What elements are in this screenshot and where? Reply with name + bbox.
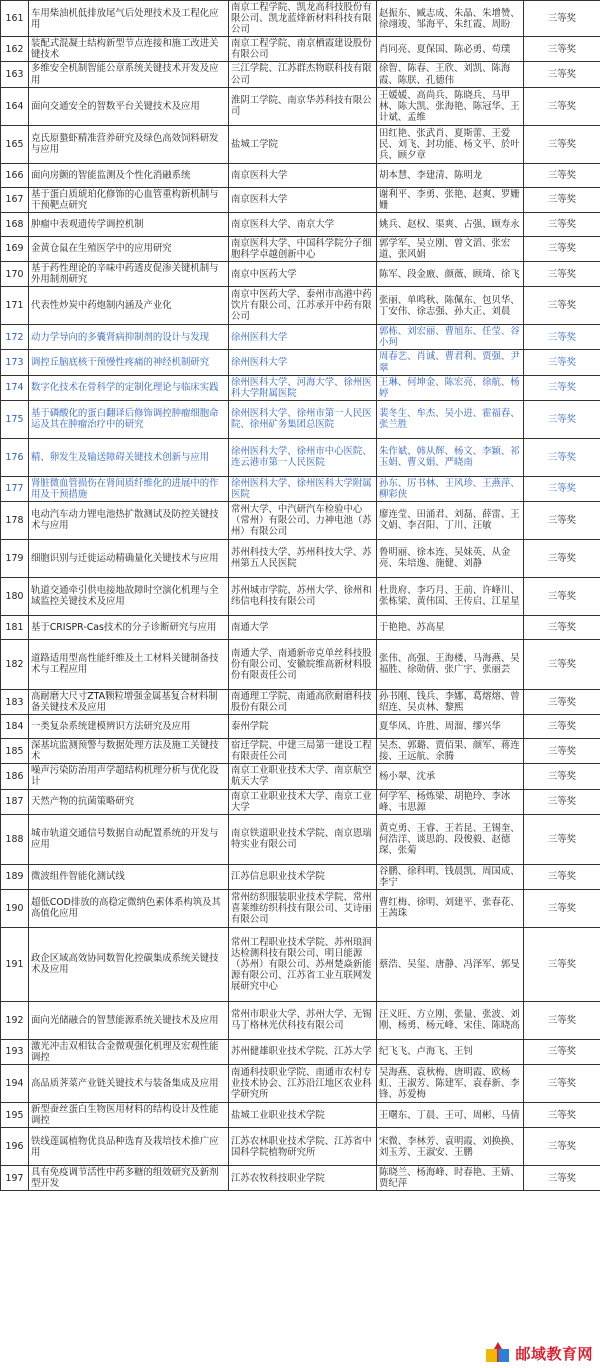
table-row [1,889,600,927]
row-number: 171 [1,287,29,325]
project-name: 调控丘脑底核干预慢性疼痛的神经机制研究 [29,350,229,375]
row-number: 185 [1,739,29,764]
completing-people: 徐智、陈春、王欣、刘凯、陈海霞、陈朕、孔德伟 [377,62,524,87]
award-level: 三等奖 [524,739,600,764]
project-name: 道路适用型高性能纤维及土工材料关键制备技术与工程应用 [29,639,229,689]
table-row [1,577,600,615]
completing-units: 南通科技职业学院、南通市农村专业技术协会、江苏沿江地区农业科学研究所 [229,1065,377,1103]
row-number: 180 [1,577,29,615]
completing-units: 江苏农林职业技术学院、江苏省中国科学院植物研究所 [229,1128,377,1166]
completing-units: 苏州城市学院、苏州大学、徐州和纬信电科技有限公司 [229,577,377,615]
completing-people: 裴冬生、牟杰、吴小进、霍福春、张兰胜 [377,400,524,438]
award-level: 三等奖 [524,814,600,864]
table-row [1,764,600,789]
completing-people: 吴杰、郭璐、贾佰果、颜军、蒋连接、王远航、余腾 [377,739,524,764]
completing-people: 杜贵府、李巧月、王前、许峰川、张栋梁、黄伟国、王传启、江星星 [377,577,524,615]
project-name: 细胞识别与迁徙运动精确量化关键技术与应用 [29,539,229,577]
project-name: 政企区域高效协同数智化控碳集成系统关键技术及应用 [29,927,229,1001]
project-name: 克氏原螯虾精准营养研究及绿色高效饲料研发与应用 [29,125,229,163]
table-row [1,789,600,814]
award-level: 三等奖 [524,287,600,325]
award-level: 三等奖 [524,400,600,438]
completing-units: 徐州医科大学 [229,350,377,375]
row-number: 183 [1,689,29,714]
row-number: 170 [1,262,29,287]
completing-units: 南京工业职业技术大学、南京工业大学 [229,789,377,814]
table-row [1,539,600,577]
completing-people: 郭栋、刘宏丽、曹旭东、任莹、谷小珂 [377,325,524,350]
award-level: 三等奖 [524,689,600,714]
project-name: 电动汽车动力锂电池热扩散测试及防控关键技术与应用 [29,501,229,539]
completing-units: 南京工业职业技术大学、南京航空航天大学 [229,764,377,789]
award-level: 三等奖 [524,889,600,927]
project-name: 微波组件智能化测试线 [29,864,229,889]
completing-people: 宋微、李林芳、袁明霞、刘换换、刘玉芳、王淑安、王鹏 [377,1128,524,1166]
completing-people: 王曙东、丁晨、王可、周彬、马倩 [377,1103,524,1128]
award-level: 三等奖 [524,1065,600,1103]
award-level: 三等奖 [524,438,600,476]
award-level: 三等奖 [524,163,600,187]
table-row [1,615,600,639]
award-level: 三等奖 [524,262,600,287]
project-name: 新型蚕丝蛋白生物医用材料的结构设计及性能调控 [29,1103,229,1128]
project-name: 基于蛋白质琥珀化修饰的心血管重构新机制与干预靶点研究 [29,187,229,212]
table-row [1,350,600,375]
completing-units: 江苏农牧科技职业学院 [229,1166,377,1191]
book-logo-icon [483,1341,513,1365]
table-row [1,814,600,864]
award-level: 三等奖 [524,927,600,1001]
completing-units: 常州工程职业技术学院、苏州琅润达检测科技有限公司、明日能源（苏州）有限公司、苏州楚焱新能源有限公司、江苏省工业互联网发展研究中心 [229,927,377,1001]
completing-units: 宿迁学院、中建三局第一建设工程有限责任公司 [229,739,377,764]
completing-units: 南京中医药大学 [229,262,377,287]
completing-people: 蔡浩、吴玺、唐静、冯泽军、郭旻 [377,927,524,1001]
table-row [1,1128,600,1166]
completing-people: 何学军、杨炼梁、胡艳玲、李冰峰、韦思源 [377,789,524,814]
award-level: 三等奖 [524,1166,600,1191]
completing-people: 张伟、高强、王海楼、马海燕、吴福胜、徐勋倩、张广宇、张丽芸 [377,639,524,689]
award-level: 三等奖 [524,187,600,212]
completing-people: 谢利平、李勇、张艳、赵爽、罗姗姗 [377,187,524,212]
row-number: 184 [1,715,29,739]
completing-units: 江苏信息职业技术学院 [229,864,377,889]
completing-units: 南通大学 [229,615,377,639]
table-row [1,739,600,764]
table-row [1,1001,600,1039]
row-number: 194 [1,1065,29,1103]
project-name: 基于药性理论的辛味中药透皮促渗关键机制与外用制剂研究 [29,262,229,287]
row-number: 181 [1,615,29,639]
table-row [1,187,600,212]
row-number: 187 [1,789,29,814]
award-level: 三等奖 [524,1039,600,1064]
completing-units: 南京铁道职业技术学院、南京恩瑞特实业有限公司 [229,814,377,864]
award-level: 三等奖 [524,1001,600,1039]
completing-people: 田红艳、张武肖、夏斯蕾、王爱民、刘飞、封功能、杨文平、於叶兵、顾夕章 [377,125,524,163]
award-level: 三等奖 [524,212,600,236]
award-level: 三等奖 [524,1128,600,1166]
table-row [1,438,600,476]
row-number: 165 [1,125,29,163]
table-row [1,163,600,187]
project-name: 具有免疫调节活性中药多糖的组效研究及新剂型开发 [29,1166,229,1191]
completing-units: 南京工程学院、南京栖霞建设股份有限公司 [229,37,377,62]
row-number: 191 [1,927,29,1001]
row-number: 195 [1,1103,29,1128]
completing-units: 盐城工学院 [229,125,377,163]
project-name: 基于磷酸化的蛋白翻译后修饰调控肿瘤细胞命运及其在肿瘤治疗中的研究 [29,400,229,438]
row-number: 196 [1,1128,29,1166]
project-name: 肾脏微血管损伤在肾间质纤维化的进展中的作用及干预措施 [29,476,229,501]
row-number: 174 [1,375,29,400]
table-row [1,287,600,325]
completing-people: 于艳艳、苏高星 [377,615,524,639]
award-level: 三等奖 [524,1,600,37]
completing-people: 夏华凤、许胜、周溜、缪兴华 [377,715,524,739]
completing-people: 郭学军、吴立刚、曾文滔、张宏道、张风娟 [377,236,524,261]
completing-people: 朱作斌、韩从辉、杨文、李颖、祁玉娟、曹义娟、严晓南 [377,438,524,476]
completing-units: 常州市职业大学、苏州大学、无锡马丁格林光伏科技有限公司 [229,1001,377,1039]
row-number: 190 [1,889,29,927]
award-level: 三等奖 [524,236,600,261]
row-number: 167 [1,187,29,212]
project-name: 噪声污染防治用声学超结构机理分析与优化设计 [29,764,229,789]
completing-units: 苏州健雄职业技术学院、江苏大学 [229,1039,377,1064]
row-number: 163 [1,62,29,87]
project-name: 激光冲击双相钛合金微观强化机理及宏观性能调控 [29,1039,229,1064]
row-number: 169 [1,236,29,261]
row-number: 177 [1,476,29,501]
table-row [1,262,600,287]
row-number: 166 [1,163,29,187]
table-row [1,715,600,739]
project-name: 高品质荠菜产业链关键技术与装备集成及应用 [29,1065,229,1103]
project-name: 车用柴油机低排放尾气后处理技术及工程化应用 [29,1,229,37]
award-level: 三等奖 [524,350,600,375]
project-name: 肿瘤中表观遗传学调控机制 [29,212,229,236]
project-name: 基于CRISPR-Cas技术的分子诊断研究与应用 [29,615,229,639]
table-row [1,501,600,539]
award-level: 三等奖 [524,764,600,789]
completing-units: 三江学院、江苏群杰物联科技有限公司 [229,62,377,87]
table-row [1,212,600,236]
table-row [1,1166,600,1191]
row-number: 179 [1,539,29,577]
table-row [1,1,600,37]
completing-units: 淮阴工学院、南京华苏科技有限公司 [229,87,377,125]
table-row [1,1039,600,1064]
completing-units: 南通理工学院、南通高欣耐磨科技股份有限公司 [229,689,377,714]
row-number: 176 [1,438,29,476]
row-number: 182 [1,639,29,689]
table-row [1,236,600,261]
completing-people: 吴海燕、袁秋梅、唐明霞、欧杨虹、王淑芳、陈建军、袁春新、李锋、苏爱梅 [377,1065,524,1103]
project-name: 多维安全机制智能公章系统关键技术开发及应用 [29,62,229,87]
award-level: 三等奖 [524,87,600,125]
completing-people: 孙书刚、钱兵、李娜、葛熔熔、曾绍连、吴贞林、黎熙 [377,689,524,714]
project-name: 城市轨道交通信号数据自动配置系统的开发与应用 [29,814,229,864]
award-level: 三等奖 [524,125,600,163]
completing-people: 鲁明丽、徐本连、吴妹英、从金亮、朱培逸、施健、刘静 [377,539,524,577]
award-level: 三等奖 [524,715,600,739]
table-row [1,325,600,350]
completing-people: 黄克勇、王睿、王若昆、王锡奎、何浩洋、谈思韵、段俊毅、赵德琛、张菊 [377,814,524,864]
completing-people: 陈军、段金廒、颜薇、顾琦、徐飞 [377,262,524,287]
project-name: 面向房颤的智能监测及个性化消融系统 [29,163,229,187]
table-row [1,62,600,87]
completing-people: 杨小翠、沈承 [377,764,524,789]
completing-units: 南京工程学院、凯龙高科技股份有限公司、凯龙蓝烽新材料科技有限公司 [229,1,377,37]
watermark-text: 邮域教育网 [515,1344,593,1363]
project-name: 代表性炒炭中药炮制内涵及产业化 [29,287,229,325]
project-name: 精、卵发生及输送障碍关键技术创新与应用 [29,438,229,476]
row-number: 186 [1,764,29,789]
completing-people: 赵振东、臧志成、朱晶、朱增赞、徐翊竣、邹海平、朱红霞、周盼 [377,1,524,37]
completing-units: 徐州医科大学、河海大学、徐州医科大学附属医院 [229,375,377,400]
table-row [1,1065,600,1103]
award-level: 三等奖 [524,501,600,539]
completing-units: 常州纺织服装职业技术学院、常州喜莱维纺织科技有限公司、艾诗丽有限公司 [229,889,377,927]
project-name: 数字化技术在骨科学的定制化理论与临床实践 [29,375,229,400]
award-level: 三等奖 [524,476,600,501]
row-number: 162 [1,37,29,62]
completing-people: 王媛媛、高尚兵、陈晓兵、马甲林、陈大凯、张海艳、陈冠华、王计斌、孟维 [377,87,524,125]
completing-people: 周春艺、肖诚、曹君利、贾强、尹翠 [377,350,524,375]
table-row [1,37,600,62]
completing-people: 廖连莹、田涌君、刘磊、薛雷、王文娟、李召阳、丁川、汪敏 [377,501,524,539]
row-number: 164 [1,87,29,125]
award-level: 三等奖 [524,1103,600,1128]
completing-people: 孙东、厉书林、王风珍、王燕萍、柳彩侠 [377,476,524,501]
completing-units: 常州大学、中汽研汽车检验中心（常州）有限公司、力神电池（苏州）有限公司 [229,501,377,539]
award-level: 三等奖 [524,37,600,62]
completing-people: 曹红梅、徐明、刘建平、张春花、王茜珠 [377,889,524,927]
award-level: 三等奖 [524,62,600,87]
award-level: 三等奖 [524,864,600,889]
table-row [1,375,600,400]
project-name: 超低COD排放的高稳定微纳色素体系构筑及其高值化应用 [29,889,229,927]
project-name: 铁线莲属植物优良品种选育及栽培技术推广应用 [29,1128,229,1166]
table-row [1,87,600,125]
row-number: 192 [1,1001,29,1039]
completing-people: 王琳、何坤金、陈宏亮、徐航、杨婷 [377,375,524,400]
project-name: 高耐磨大尺寸ZTA颗粒增强金属基复合材料制备关键技术及应用 [29,689,229,714]
completing-people: 陈晓兰、杨海峰、时春艳、王婧、贾纪萍 [377,1166,524,1191]
project-name: 一类复杂系统建模辨识方法研究及应用 [29,715,229,739]
table-row [1,864,600,889]
project-name: 动力学导向的多囊肾病抑制剂的设计与发现 [29,325,229,350]
row-number: 188 [1,814,29,864]
award-level: 三等奖 [524,615,600,639]
completing-units: 徐州医科大学、徐州市中心医院、连云港市第一人民医院 [229,438,377,476]
row-number: 161 [1,1,29,37]
completing-people: 张丽、单鸣秋、陈佩东、包贝华、丁安伟、徐志强、孙大正、刘晨 [377,287,524,325]
completing-units: 南通大学、南通新帝克单丝科技股份有限公司、安徽皖维高新材料股份有限责任公司 [229,639,377,689]
completing-units: 南京中医药大学、泰州市高港中药饮片有限公司、江苏承开中药有限公司 [229,287,377,325]
award-level: 三等奖 [524,539,600,577]
row-number: 172 [1,325,29,350]
completing-units: 南京医科大学、中国科学院分子细胞科学卓越创新中心 [229,236,377,261]
project-name: 天然产物的抗菌策略研究 [29,789,229,814]
row-number: 168 [1,212,29,236]
completing-units: 徐州医科大学、徐州市第一人民医院、徐州矿务集团总医院 [229,400,377,438]
completing-units: 南京医科大学 [229,187,377,212]
row-number: 175 [1,400,29,438]
project-name: 面向交通安全的智数平台关键技术及应用 [29,87,229,125]
row-number: 178 [1,501,29,539]
row-number: 189 [1,864,29,889]
completing-units: 苏州科技大学、苏州科技大学、苏州第五人民医院 [229,539,377,577]
completing-units: 南京医科大学 [229,163,377,187]
completing-people: 谷鹏、徐科明、钱晨凯、周国成、李宁 [377,864,524,889]
completing-units: 南京医科大学、南京大学 [229,212,377,236]
completing-units: 泰州学院 [229,715,377,739]
table-row [1,689,600,714]
table-row [1,927,600,1001]
completing-units: 徐州医科大学、徐州医科大学附属医院 [229,476,377,501]
row-number: 193 [1,1039,29,1064]
project-name: 面向光储融合的智慧能源系统关键技术及应用 [29,1001,229,1039]
award-level: 三等奖 [524,789,600,814]
completing-people: 姚兵、赵权、渠爽、占强、顾寿永 [377,212,524,236]
table-row [1,476,600,501]
completing-people: 汪义旺、方立刚、张量、张波、刘刚、杨勇、杨元峰、宋佳、陈晓高 [377,1001,524,1039]
watermark [480,1340,596,1366]
row-number: 197 [1,1166,29,1191]
table-row [1,1103,600,1128]
award-level: 三等奖 [524,577,600,615]
project-name: 深基坑监测预警与数据处理方法及施工关键技术 [29,739,229,764]
award-level: 三等奖 [524,325,600,350]
table-row [1,639,600,689]
completing-people: 肖同亮、夏保国、陈必勇、苟璞 [377,37,524,62]
row-number: 173 [1,350,29,375]
project-name: 轨道交通牵引供电接地故障时空演化机理与全域监控关键技术及应用 [29,577,229,615]
project-name: 金黄仓鼠在生殖医学中的应用研究 [29,236,229,261]
completing-people: 胡本慧、李建清、陈明龙 [377,163,524,187]
table-row [1,400,600,438]
completing-units: 盐城工业职业技术学院 [229,1103,377,1128]
award-level: 三等奖 [524,639,600,689]
award-level: 三等奖 [524,375,600,400]
completing-units: 徐州医科大学 [229,325,377,350]
award-table-body [1,1,600,1191]
project-name: 装配式混凝土结构新型节点连接和施工改进关键技术 [29,37,229,62]
table-row [1,125,600,163]
completing-people: 纪飞飞、卢海飞、王钊 [377,1039,524,1064]
